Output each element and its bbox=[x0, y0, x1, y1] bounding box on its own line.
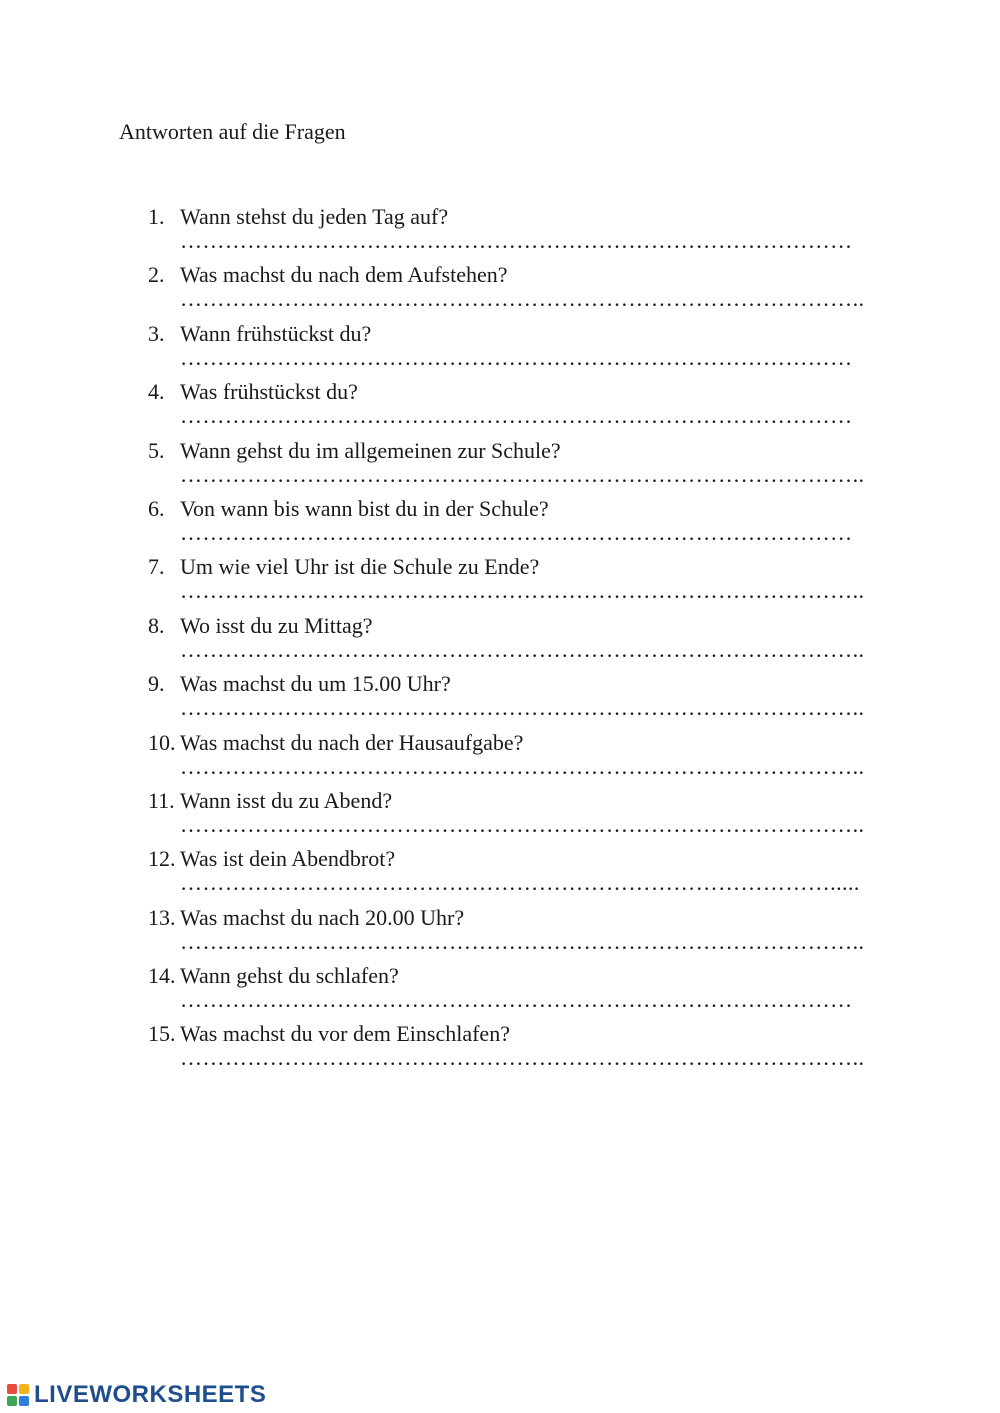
question-number: 15. bbox=[148, 1021, 176, 1047]
question-item bbox=[148, 962, 908, 1020]
question-text: Wann gehst du im allgemeinen zur Schule? bbox=[180, 437, 561, 463]
question-item bbox=[148, 670, 908, 728]
question-text: Wann isst du zu Abend? bbox=[180, 787, 393, 813]
answer-line[interactable]: ……………………………………………………………………………….. bbox=[180, 928, 865, 954]
question-number: 1. bbox=[148, 204, 165, 229]
question-item bbox=[148, 729, 908, 787]
brand-name: LIVEWORKSHEETS bbox=[34, 1381, 267, 1408]
answer-line[interactable]: ……………………………………………………………………………….. bbox=[180, 753, 865, 779]
question-item bbox=[148, 904, 908, 962]
answer-line[interactable]: ……………………………………………………………………………….. bbox=[180, 636, 865, 662]
question-item bbox=[148, 845, 908, 903]
question-number: 12. bbox=[148, 846, 176, 872]
question-text: Was machst du nach 20.00 Uhr? bbox=[180, 904, 465, 930]
answer-line[interactable]: ……………………………………………………………………………..... bbox=[180, 870, 860, 896]
document-title: Antworten auf die Fragen bbox=[119, 119, 346, 144]
answer-line[interactable]: ……………………………………………………………………………… bbox=[180, 228, 853, 253]
question-number: 5. bbox=[148, 437, 165, 463]
question-text: Was machst du nach dem Aufstehen? bbox=[180, 262, 508, 288]
question-item bbox=[148, 261, 908, 319]
question-number: 8. bbox=[148, 612, 165, 638]
question-item bbox=[148, 378, 908, 436]
liveworksheets-logo-icon bbox=[6, 1383, 30, 1407]
answer-line[interactable]: ……………………………………………………………………………… bbox=[180, 987, 853, 1013]
answer-line[interactable]: ……………………………………………………………………………….. bbox=[180, 1045, 865, 1071]
question-text: Von wann bis wann bist du in der Schule? bbox=[180, 495, 549, 521]
question-number: 4. bbox=[148, 379, 165, 405]
question-item bbox=[148, 495, 908, 553]
answer-line[interactable]: ……………………………………………………………………………… bbox=[180, 403, 853, 429]
question-text: Was machst du um 15.00 Uhr? bbox=[180, 671, 451, 697]
question-number: 9. bbox=[148, 671, 165, 697]
question-item bbox=[148, 203, 908, 261]
question-number: 11. bbox=[148, 787, 175, 813]
question-number: 2. bbox=[148, 262, 165, 288]
question-item bbox=[148, 437, 908, 495]
question-text: Wann gehst du schlafen? bbox=[180, 963, 399, 989]
question-item bbox=[148, 612, 908, 670]
answer-line[interactable]: ……………………………………………………………………………….. bbox=[180, 811, 865, 837]
question-text: Wann stehst du jeden Tag auf? bbox=[180, 204, 449, 229]
question-number: 6. bbox=[148, 495, 165, 521]
question-number: 10. bbox=[148, 729, 176, 755]
answer-line[interactable]: ……………………………………………………………………………….. bbox=[180, 286, 865, 312]
question-text: Wo isst du zu Mittag? bbox=[180, 612, 373, 638]
answer-line[interactable]: ……………………………………………………………………………… bbox=[180, 344, 853, 370]
answer-line[interactable]: ……………………………………………………………………………… bbox=[180, 519, 853, 545]
question-number: 13. bbox=[148, 904, 176, 930]
question-number: 14. bbox=[148, 963, 176, 989]
question-item bbox=[148, 787, 908, 845]
liveworksheets-brand[interactable] bbox=[6, 1379, 266, 1411]
question-item bbox=[148, 1020, 908, 1078]
answer-line[interactable]: ……………………………………………………………………………….. bbox=[180, 695, 865, 721]
question-text: Wann frühstückst du? bbox=[180, 320, 372, 346]
question-item bbox=[148, 320, 908, 378]
question-number: 7. bbox=[148, 554, 165, 580]
answer-line[interactable]: ……………………………………………………………………………….. bbox=[180, 578, 865, 604]
question-list bbox=[148, 203, 908, 1079]
question-text: Um wie viel Uhr ist die Schule zu Ende? bbox=[180, 554, 540, 580]
question-item bbox=[148, 553, 908, 611]
question-text: Was ist dein Abendbrot? bbox=[180, 846, 396, 872]
question-number: 3. bbox=[148, 320, 165, 346]
answer-line[interactable]: ……………………………………………………………………………….. bbox=[180, 461, 865, 487]
question-text: Was machst du nach der Hausaufgabe? bbox=[180, 729, 524, 755]
question-text: Was frühstückst du? bbox=[180, 379, 358, 405]
question-text: Was machst du vor dem Einschlafen? bbox=[180, 1021, 510, 1047]
